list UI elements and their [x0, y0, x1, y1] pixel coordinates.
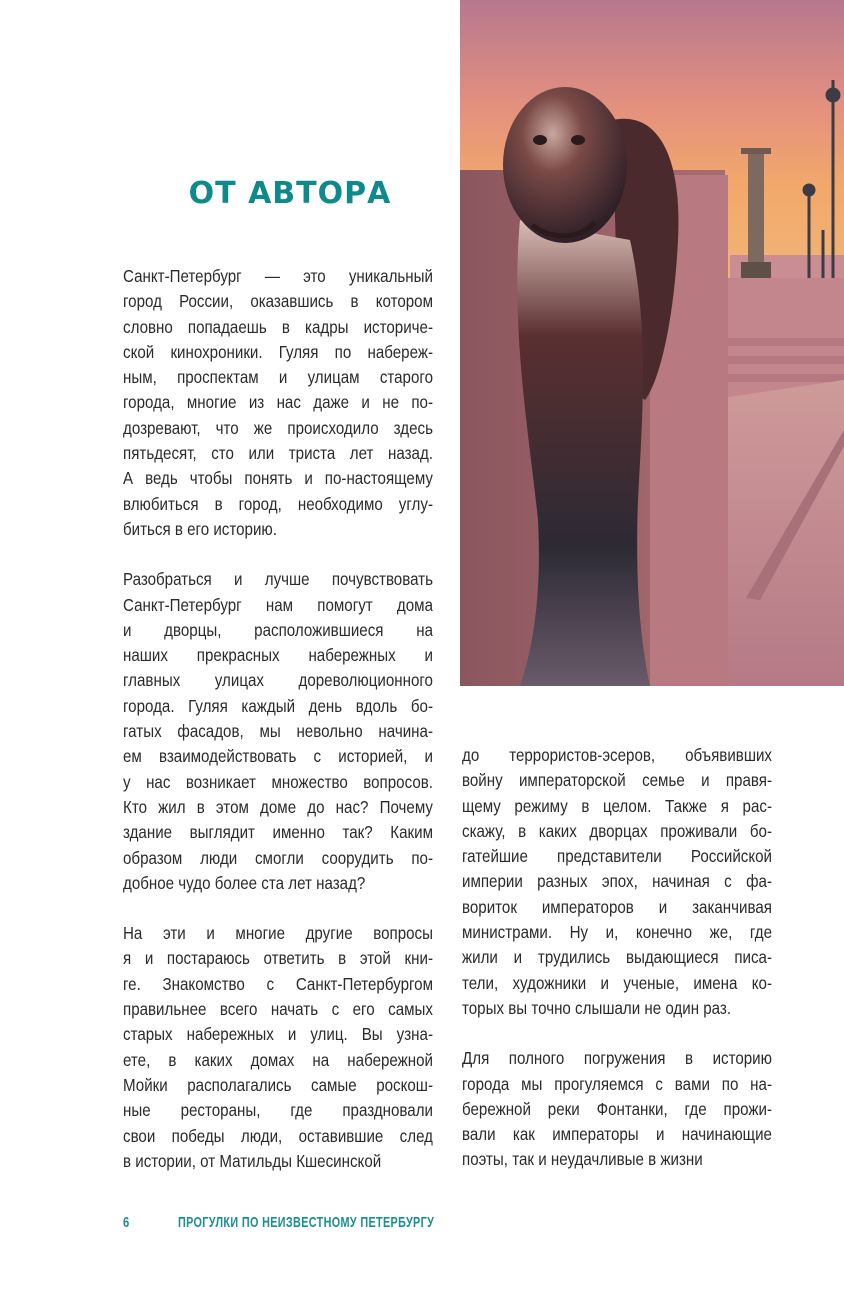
text-line: ные рестораны, где праздновали — [123, 1100, 433, 1121]
text-line: образом люди смогли соорудить по- — [123, 847, 433, 868]
text-line: поэты, так и неудачливые в жизни — [462, 1149, 703, 1170]
text-line: войну императорской семье и правя- — [462, 770, 772, 791]
text-line: торых вы точно слышали не один раз. — [462, 997, 732, 1018]
griffin-photo — [460, 0, 844, 686]
paragraph — [462, 1046, 770, 1172]
right-text-column — [462, 743, 770, 1198]
text-line: свои победы люди, оставившие след — [123, 1125, 433, 1146]
text-line: города, многие из нас даже и не по- — [123, 392, 433, 413]
text-line: я и постараюсь ответить в этой кни- — [123, 948, 433, 969]
stairs — [722, 278, 844, 398]
paragraph — [123, 264, 431, 542]
text-line: тели, художники и ученые, имена ко- — [462, 972, 772, 993]
text-line: здание выглядит именно так? Каким — [123, 822, 433, 843]
text-line: империи разных эпох, начиная с фа- — [462, 871, 772, 892]
griffin-body — [517, 220, 650, 686]
photo-illustration — [460, 0, 844, 686]
text-line: город России, оказавшись в котором — [123, 291, 433, 312]
text-line: в истории, от Матильды Кшесинской — [123, 1150, 382, 1171]
text-line: ем взаимодействовать с историей, и — [123, 746, 433, 767]
chapter-title: ОТ АВТОРА — [188, 176, 392, 211]
text-line: главных улицах дореволюционного — [123, 670, 433, 691]
text-line: и дворцы, расположившиеся на — [123, 619, 433, 640]
text-line: министрами. Ну и, конечно же, где — [462, 922, 772, 943]
text-line: Разобраться и лучше почувствовать — [123, 569, 433, 590]
paragraph — [123, 567, 431, 896]
text-line: вориток императоров и заканчивая — [462, 896, 772, 917]
text-line: биться в его историю. — [123, 518, 277, 539]
text-line: добное чудо более ста лет назад? — [123, 872, 366, 893]
text-line: пятьдесят, сто или триста лет назад. — [123, 443, 433, 464]
text-line: словно попадаешь в кадры историче- — [123, 316, 433, 337]
text-line: ге. Знакомство с Санкт-Петербургом — [123, 973, 433, 994]
text-line: ным, проспектам и улицам старого — [123, 367, 433, 388]
text-line: На эти и многие другие вопросы — [123, 923, 433, 944]
text-line: щему режиму в целом. Также я рас- — [462, 795, 772, 816]
running-title: ПРОГУЛКИ ПО НЕИЗВЕСТНОМУ ПЕТЕРБУРГУ — [178, 1214, 435, 1231]
text-line: гатых фасадов, мы невольно начина- — [123, 721, 433, 742]
griffin-head — [503, 87, 627, 243]
page-number: 6 — [123, 1214, 130, 1231]
text-line: у нас возникает множество вопросов. — [123, 771, 433, 792]
text-line: скажу, в каких дворцах проживали бо- — [462, 820, 772, 841]
text-line: Санкт-Петербург — это уникальный — [123, 266, 433, 286]
text-line: Санкт-Петербург нам помогут дома — [123, 594, 433, 615]
text-line: города мы прогуляемся с вами по на- — [462, 1073, 772, 1094]
paragraph — [462, 743, 770, 1021]
text-line: Кто жил в этом доме до нас? Почему — [123, 796, 433, 817]
text-line: жили и трудились выдающиеся писа- — [462, 947, 772, 968]
text-line: старых набережных и улиц. Вы узна- — [123, 1024, 433, 1045]
text-line: Для полного погружения в историю — [462, 1048, 772, 1069]
paragraph — [123, 921, 431, 1174]
text-line: ете, в каких домах на набережной — [123, 1049, 433, 1070]
pavement — [722, 380, 844, 686]
text-line: А ведь чтобы понять и по-настоящему — [123, 468, 433, 489]
text-line: города. Гуляя каждый день вдоль бо- — [123, 695, 433, 716]
text-line: вали как императоры и начинающие — [462, 1124, 772, 1145]
text-line: до террористов-эсеров, объявивших — [462, 745, 772, 765]
text-line: ской кинохроники. Гуляя по набереж- — [123, 341, 433, 362]
text-line: Мойки располагались самые роскош- — [123, 1074, 433, 1095]
text-line: дозревают, что же происходило здесь — [123, 417, 433, 438]
left-text-column — [123, 264, 431, 1199]
text-line: бережной реки Фонтанки, где прожи- — [462, 1098, 772, 1119]
text-line: правильнее всего начать с его самых — [123, 999, 433, 1020]
text-line: гатейшие представители Российской — [462, 846, 772, 867]
text-line: наших прекрасных набережных и — [123, 645, 433, 666]
text-line: влюбиться в город, необходимо углу- — [123, 493, 433, 514]
